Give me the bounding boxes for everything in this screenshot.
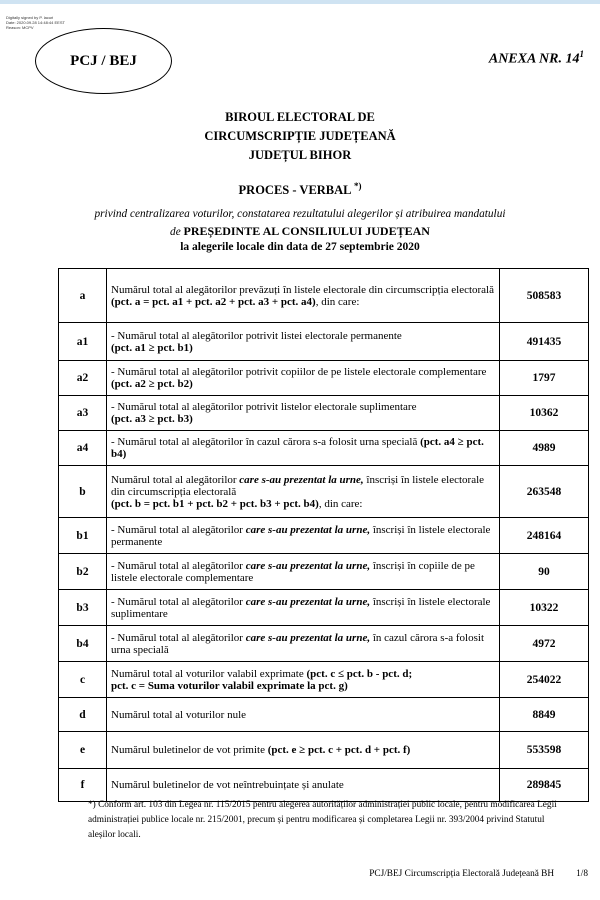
row-value: 553598 bbox=[500, 732, 589, 769]
table-row bbox=[59, 626, 589, 662]
row-description: - Numărul total al alegătorilor în cazul cărora s-a folosit urna specială (pct. a4 ≥ pct. b4) bbox=[107, 431, 500, 466]
row-value: 10362 bbox=[500, 396, 589, 431]
row-description: - Numărul total al alegătorilor potrivit copiilor de pe listele electorale complementare (pct. a2 ≥ pct. b2) bbox=[107, 361, 500, 396]
row-code: a2 bbox=[59, 361, 107, 396]
table-row bbox=[59, 662, 589, 698]
row-description: Numărul total al voturilor valabil exprimate (pct. c ≤ pct. b - pct. d; pct. c = Suma voturilor valabil exprimate la pct. g) bbox=[107, 662, 500, 698]
table-row bbox=[59, 769, 589, 802]
row-code: a4 bbox=[59, 431, 107, 466]
row-value: 254022 bbox=[500, 662, 589, 698]
row-description: Numărul total al voturilor nule bbox=[107, 698, 500, 732]
row-value: 90 bbox=[500, 554, 589, 590]
row-value: 491435 bbox=[500, 323, 589, 361]
row-value: 4972 bbox=[500, 626, 589, 662]
table-row bbox=[59, 554, 589, 590]
row-description: - Numărul total al alegătorilor care s-au prezentat la urne, înscriși în copiile de pe listele electorale complementare bbox=[107, 554, 500, 590]
table-row bbox=[59, 431, 589, 466]
row-code: a3 bbox=[59, 396, 107, 431]
row-value: 263548 bbox=[500, 466, 589, 518]
row-description: Numărul total al alegătorilor care s-au prezentat la urne, înscriși în listele electorale din circumscripția electorală (pct. b = pct. b1 + pct. b2 + pct. b3 + pct. b4), din care: bbox=[107, 466, 500, 518]
table-row bbox=[59, 698, 589, 732]
proces-verbal-title: PROCES - VERBAL *) bbox=[238, 181, 362, 198]
page-number: 1/8 bbox=[576, 869, 588, 879]
anexa-label: ANEXA NR. $14^1$ bbox=[488, 49, 584, 67]
results-table bbox=[58, 268, 589, 802]
top-edge-bar bbox=[0, 0, 600, 4]
title-line-1: BIROUL ELECTORAL DE bbox=[225, 110, 375, 124]
row-code: a1 bbox=[59, 323, 107, 361]
row-code: b2 bbox=[59, 554, 107, 590]
row-code: b1 bbox=[59, 518, 107, 554]
row-description: - Numărul total al alegătorilor care s-au prezentat la urne, înscriși în listele electorale permanente bbox=[107, 518, 500, 554]
table-row bbox=[59, 590, 589, 626]
row-description: Numărul buletinelor de vot neîntrebuințate și anulate bbox=[107, 769, 500, 802]
title-line-3: JUDEȚUL BIHOR bbox=[248, 148, 352, 162]
row-code: d bbox=[59, 698, 107, 732]
row-value: 10322 bbox=[500, 590, 589, 626]
table-row bbox=[59, 396, 589, 431]
page-footer: PCJ/BEJ Circumscripția Electorală Județeană BH 1/8 bbox=[369, 869, 588, 879]
row-code: b3 bbox=[59, 590, 107, 626]
table-row bbox=[59, 466, 589, 518]
row-description: - Numărul total al alegătorilor care s-au prezentat la urne, în cazul cărora s-a folosit urna specială bbox=[107, 626, 500, 662]
row-description: Numărul total al alegătorilor prevăzuți în listele electorale din circumscripția electorală (pct. a = pct. a1 + pct. a2 + pct. a3 + pct. a4), din care: bbox=[107, 269, 500, 323]
footnote: *) Conform art. 103 din Legea nr. 115/2015 pentru alegerea autorităților administrației public locale, pentru modificarea Legii administrației publice locale nr. 215/2001, precum și pentru modificarea și completarea Legii nr. 393/2004 privind Statutul aleșilor locali. bbox=[88, 800, 557, 840]
row-value: 8849 bbox=[500, 698, 589, 732]
row-code: e bbox=[59, 732, 107, 769]
digital-signature-stamp: Digitally signed by P. lacuri Date: 2020.09.28 14:48:44 EEST Reason: MCPV bbox=[6, 15, 65, 30]
row-value: 248164 bbox=[500, 518, 589, 554]
election-date-line: la alegerile locale din data de 27 septembrie 2020 bbox=[180, 241, 420, 253]
row-description: - Numărul total al alegătorilor potrivit listei electorale permanente (pct. a1 ≥ pct. b1) bbox=[107, 323, 500, 361]
row-value: 508583 bbox=[500, 269, 589, 323]
row-code: b bbox=[59, 466, 107, 518]
pcj-bej-oval bbox=[35, 28, 172, 94]
title-line-2: CIRCUMSCRIPȚIE JUDEȚEANĂ bbox=[204, 129, 396, 143]
row-value: 4989 bbox=[500, 431, 589, 466]
row-value: 1797 bbox=[500, 361, 589, 396]
row-description: Numărul buletinelor de vot primite (pct. e ≥ pct. c + pct. d + pct. f) bbox=[107, 732, 500, 769]
row-code: a bbox=[59, 269, 107, 323]
row-description: - Numărul total al alegătorilor potrivit listelor electorale suplimentare (pct. a3 ≥ pct. b3) bbox=[107, 396, 500, 431]
table-row bbox=[59, 361, 589, 396]
subtitle: privind centralizarea voturilor, constatarea rezultatului alegerilor și atribuirea mandatului bbox=[94, 208, 506, 220]
oval-label: PCJ / BEJ bbox=[70, 52, 137, 69]
table-row bbox=[59, 269, 589, 323]
table-row bbox=[59, 323, 589, 361]
row-value: 289845 bbox=[500, 769, 589, 802]
row-description: - Numărul total al alegătorilor care s-au prezentat la urne, înscriși în listele electorale suplimentare bbox=[107, 590, 500, 626]
row-code: b4 bbox=[59, 626, 107, 662]
office-line: de PREȘEDINTE AL CONSILIULUI JUDEȚEAN bbox=[170, 224, 430, 238]
row-code: c bbox=[59, 662, 107, 698]
table-row bbox=[59, 518, 589, 554]
table-row bbox=[59, 732, 589, 769]
row-code: f bbox=[59, 769, 107, 802]
